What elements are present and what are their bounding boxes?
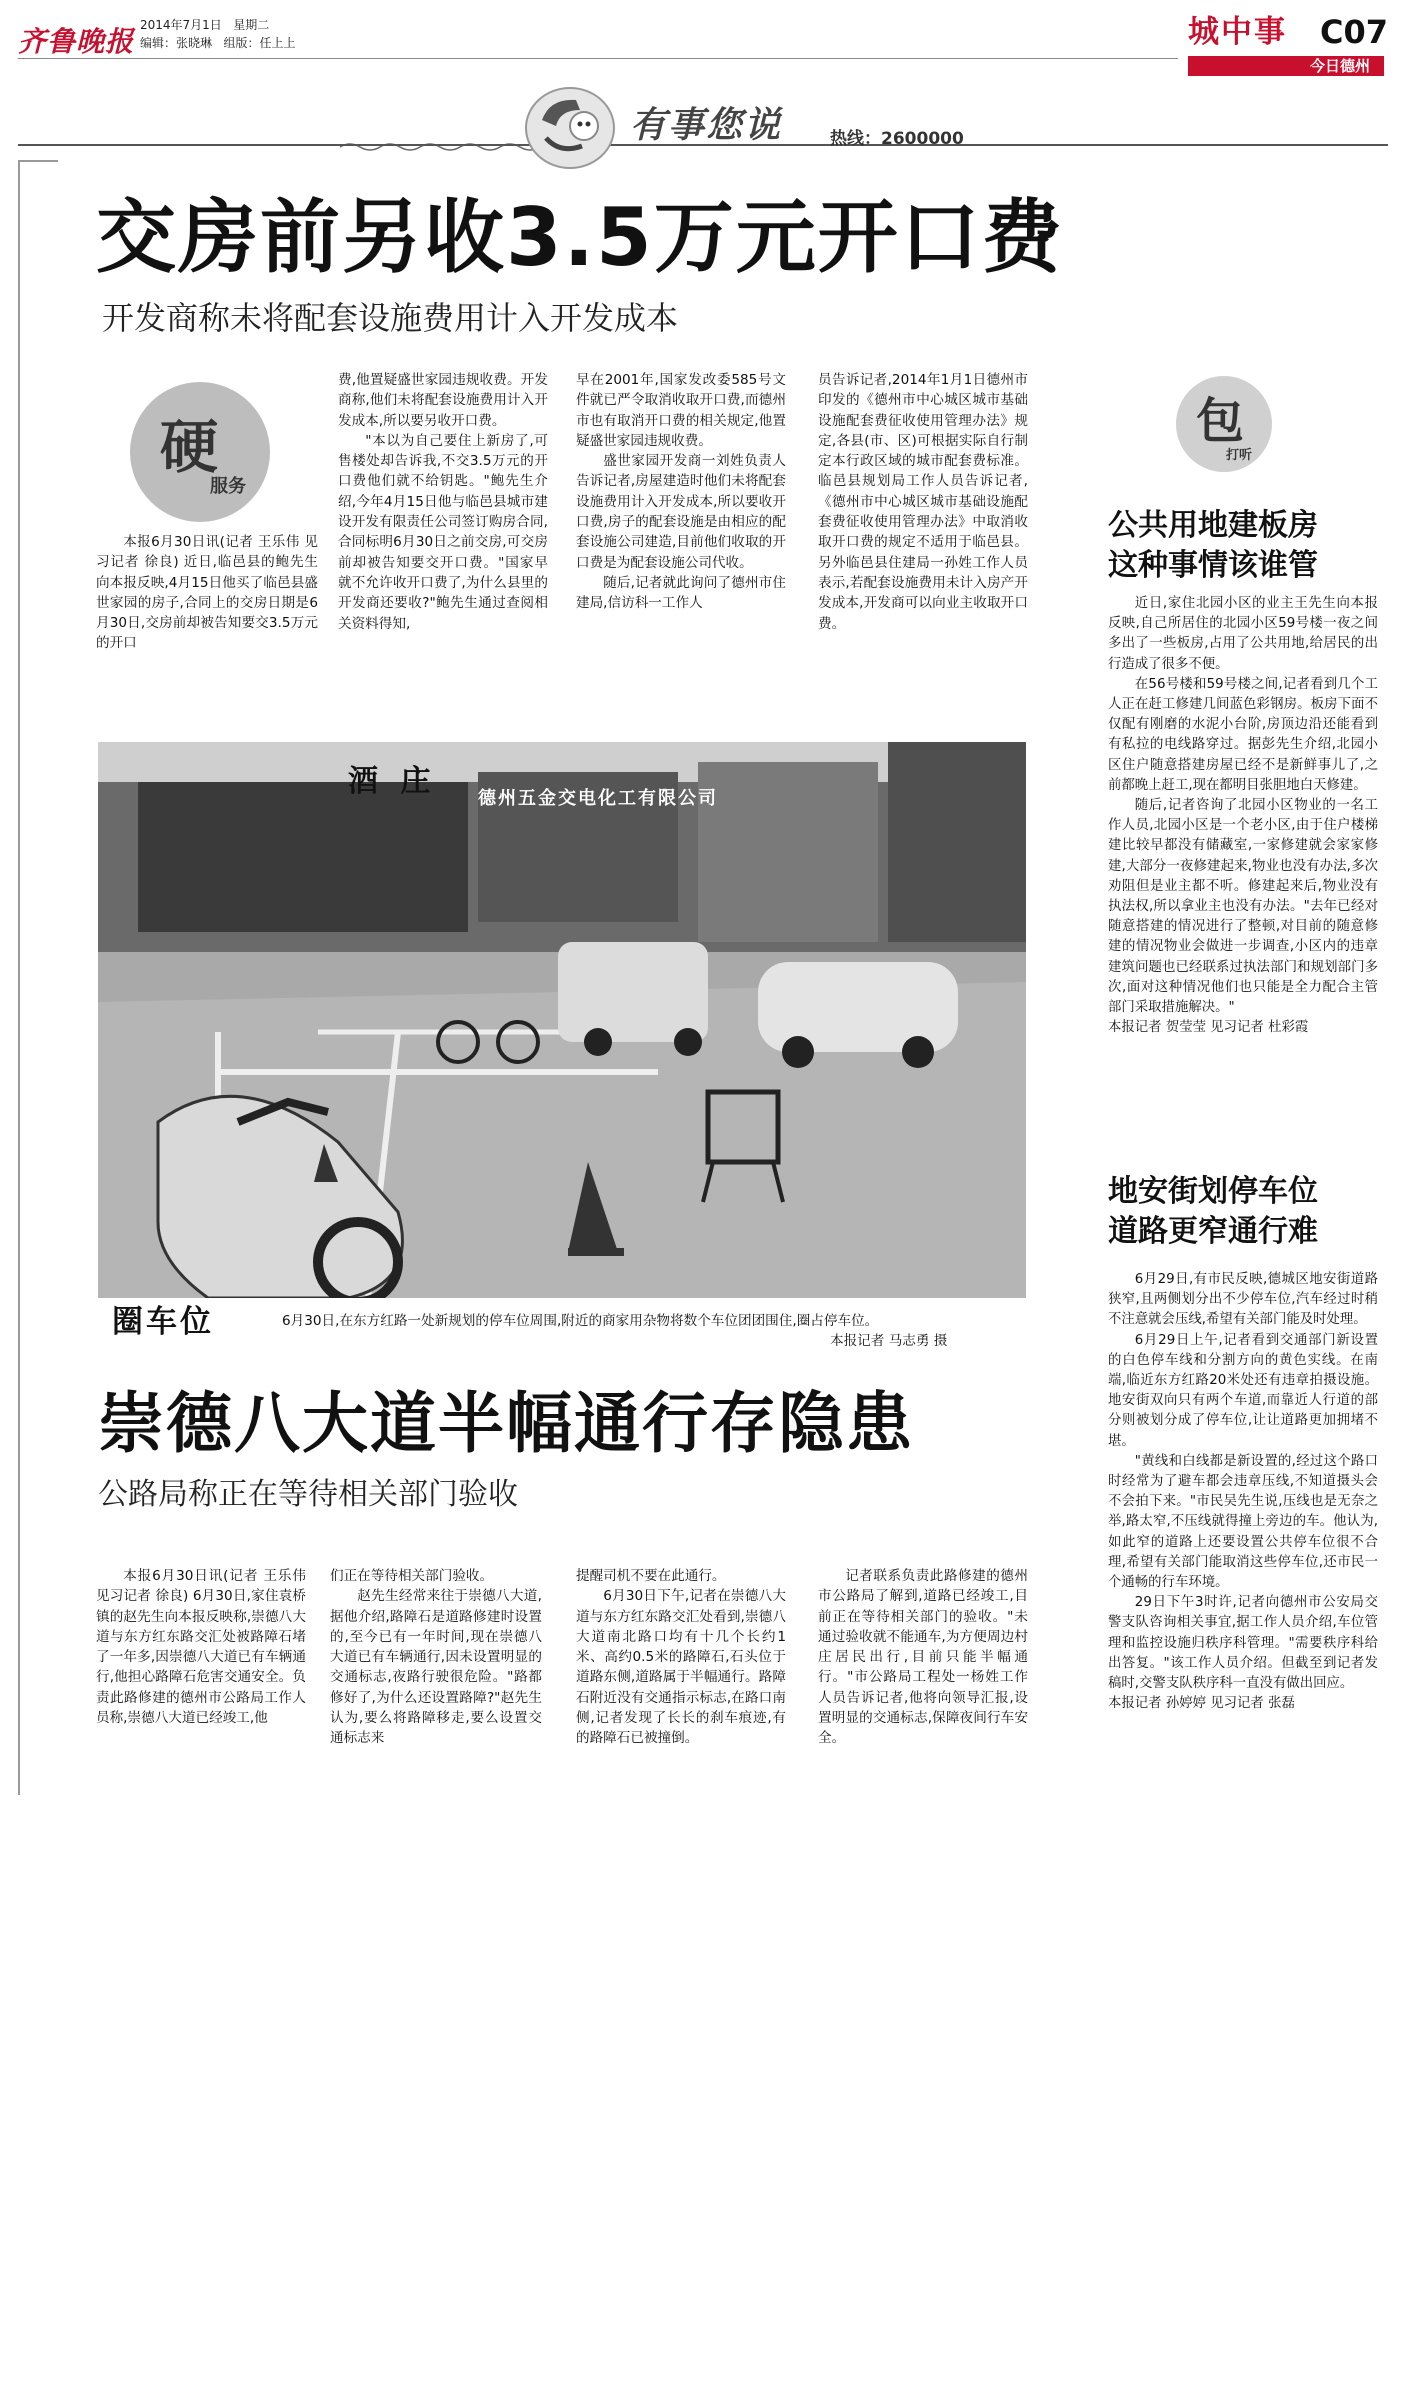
side2-title bbox=[1108, 1172, 1318, 1252]
issue-date: 2014年7月1日 星期二 bbox=[140, 18, 270, 32]
left-frame-rule bbox=[18, 160, 20, 1795]
hotline-number: 热线：2600000 bbox=[830, 129, 964, 149]
story1-badge bbox=[130, 382, 270, 522]
left-frame-corner bbox=[18, 160, 58, 162]
story1-column-2 bbox=[338, 370, 548, 634]
story1-col3-para-1: 早在2001年,国家发改委585号文件就已严令取消收取开口费,而德州市也有取消开口费的相关规定,他置疑盛世家园违规收费。 bbox=[576, 372, 786, 449]
side1-badge-main: 包 bbox=[1196, 393, 1245, 449]
story1-badge-sub: 服务 bbox=[210, 476, 246, 497]
story1-col4-para-1: 员告诉记者,2014年1月1日德州市印发的《德州市中心城区城市基础设施配套费征收使用管理办法》规定,各县(市、区)可根据实际自行制定本行政区域的城市配套费标准。临邑县规划局工作人员告诉记者,《德州市中心城区城市基础设施配套费征收使用管理办法》中取消收取开口费的规定不适用于临邑县。另外临邑县住建局一孙姓工作人员表示,若配套设施费用未计入房产开发成本,开发商可以向业主收取开口费。 bbox=[818, 372, 1028, 632]
side2-para-3: "黄线和白线都是新设置的,经过这个路口时经常为了避车都会违章压线,不知道摄头会不会拍下来。"市民吴先生说,压线也是无奈之举,路太窄,不压线就得撞上旁边的车。他认为,如此窄的道路上还要设置公共停车位很不合理,希望有关部门能取消这些停车位,还市民一个通畅的行车环境。 bbox=[1108, 1453, 1378, 1591]
side2-body bbox=[1108, 1270, 1378, 1714]
side1-body bbox=[1108, 594, 1378, 1038]
editor-credits: 编辑：张晓琳 组版：任上上 bbox=[140, 36, 296, 50]
side2-title-line1: 地安街划停车位 bbox=[1108, 1174, 1318, 1209]
story2-col2-para-1: 们正在等待相关部门验收。 bbox=[330, 1568, 494, 1584]
story1-col2-para-1: 费,他置疑盛世家园违规收费。开发商称,他们未将配套设施费用计入开发成本,所以要另收开口费。 bbox=[338, 372, 548, 429]
news-photo bbox=[98, 742, 1026, 1298]
story1-column-1 bbox=[96, 532, 318, 654]
phone-icon bbox=[520, 80, 620, 172]
side1-badge-sub: 打听 bbox=[1226, 448, 1253, 463]
page-number: C07 bbox=[1320, 13, 1389, 51]
side2-para-1: 6月29日,有市民反映,德城区地安街道路狭窄,且两侧划分出不少停车位,汽车经过时稍不注意就会压线,希望有关部门能及时处理。 bbox=[1108, 1272, 1378, 1328]
story2-column-1 bbox=[96, 1566, 306, 1728]
side1-para-1: 近日,家住北园小区的业主王先生向本报反映,自己所居住的北园小区59号楼一夜之间多出了一些板房,占用了公共用地,给居民的出行造成了很多不便。 bbox=[1108, 596, 1378, 672]
side1-para-3: 随后,记者咨询了北园小区物业的一名工作人员,北园小区是一个老小区,由于住户楼梯建比较早都没有储藏室,一家修建就会家家修建,大部分一夜修建起来,物业也没有办法,多次劝阻但是业主都不听。修建起来后,物业没有执法权,所以拿业主也没有办法。"去年已经对随意搭建的情况进行了整顿,对目前的随意修建的情况物业会做进一步调查,小区内的违章建筑问题也已经联系过执法部门和规划部门多次,面对这种情况他们也只能是全力配合主管部门采取措施解决。" bbox=[1108, 798, 1378, 1016]
story2-column-4 bbox=[818, 1566, 1028, 1749]
side2-para-2: 6月29日上午,记者看到交通部门新设置的白色停车线和分割方向的黄色实线。在南端,临近东方红路20米处还有违章拍摄设施。地安街双向只有两个车道,而靠近人行道的部分则被划分成了停车位,让让道路更加拥堵不堪。 bbox=[1108, 1332, 1378, 1449]
masthead-rule bbox=[18, 58, 1178, 59]
story1-col3-para-2: 盛世家园开发商一刘姓负责人告诉记者,房屋建造时他们未将配套设施费用计入开发成本,所以要收开口费,房子的配套设施是由相应的配套设施公司建造,目前他们收取的开口费是为配套设施公司代收。 bbox=[576, 453, 786, 571]
story2-col4-para-1: 记者联系负责此路修建的德州市公路局了解到,道路已经竣工,目前正在等待相关部门的验收。"未通过验收就不能通车,为方便周边村庄居民出行,目前只能半幅通行。"市公路局工程处一杨姓工作人员告诉记者,他将向领导汇报,设置明显的交通标志,保障夜间行车安全。 bbox=[818, 1568, 1028, 1747]
side1-title-line2: 这种事情该谁管 bbox=[1108, 548, 1318, 583]
story2-col1-para-1: 本报6月30日讯(记者 王乐伟 见习记者 徐良) 6月30日,家住袁桥镇的赵先生向本报反映称,崇德八大道与东方红东路交汇处被路障石堵了一年多,因崇德八大道已有车辆通行,他担心路障石危害交通安全。负责此路修建的德州市公路局工作人员称,崇德八大道已经竣工,他 bbox=[96, 1568, 306, 1727]
paper-logo bbox=[18, 20, 136, 56]
story1-headline: 交房前另收3.5万元开口费 bbox=[96, 191, 1064, 284]
story1-badge-main: 硬 bbox=[160, 413, 219, 481]
story2-col3-para-1: 提醒司机不要在此通行。 bbox=[576, 1568, 726, 1584]
photo-illustration bbox=[98, 742, 1026, 1298]
photo-caption: 6月30日,在东方红路一处新规划的停车位周围,附近的商家用杂物将数个车位团团围住,圈占停车位。 bbox=[282, 1313, 879, 1329]
story1-subheadline: 开发商称未将配套设施费用计入开发成本 bbox=[102, 299, 679, 337]
story1-col3-para-3: 随后,记者就此询问了德州市住建局,信访科一工作人 bbox=[576, 574, 786, 612]
photo-label: 圈车位 bbox=[112, 1304, 214, 1340]
photo-shop-sign-2: 酒 庄 bbox=[348, 764, 437, 799]
story1-col2-para-2: "本以为自己要住上新房了,可售楼处却告诉我,不交3.5万元的开口费他们就不给钥匙。"鲍先生介绍,今年4月15日他与临邑县城市建设开发有限责任公司签订购房合同,合同标明6月30日之前交房,可交房前却被告知要交开口费。"国家早就不允许收开口费了,为什么县里的开发商还要收?"鲍先生通过查阅相关资料得知, bbox=[338, 432, 548, 632]
story2-column-3 bbox=[576, 1566, 786, 1749]
story1-col1-para-1: 本报6月30日讯(记者 王乐伟 见习记者 徐良) 近日,临邑县的鲍先生向本报反映,4月15日他买了临邑县盛世家园的房子,合同上的交房日期是6月30日,交房前却被告知要交3.5万元的开口 bbox=[96, 534, 318, 652]
side2-title-line2: 道路更窄通行难 bbox=[1108, 1214, 1318, 1249]
side1-badge bbox=[1176, 376, 1272, 472]
story2-subheadline: 公路局称正在等待相关部门验收 bbox=[98, 1477, 518, 1512]
paper-name: 齐鲁晚报 bbox=[18, 25, 135, 58]
story2-headline: 崇德八大道半幅通行存隐患 bbox=[98, 1385, 914, 1462]
story2-column-2 bbox=[330, 1566, 542, 1749]
side2-para-4: 29日下午3时许,记者向德州市公安局交警支队咨询相关事宜,据工作人员介绍,车位管理和监控设施归秩序科管理。"需要秩序科给出答复。"该工作人员介绍。但截至到记者发稿时,交警支队秩序科一直没有做出回应。 bbox=[1108, 1595, 1378, 1692]
side1-title bbox=[1108, 506, 1318, 586]
story1-column-4 bbox=[818, 370, 1028, 634]
section-title: 城中事 bbox=[1188, 14, 1287, 50]
photo-credit: 本报记者 马志勇 摄 bbox=[830, 1333, 948, 1349]
story2-col3-para-2: 6月30日下午,记者在崇德八大道与东方红东路交汇处看到,崇德八大道南北路口均有十几个长约1米、高约0.5米的路障石,石头位于道路东侧,道路属于半幅通行。路障石附近没有交通指示标志,在路口南侧,记者发现了长长的刹车痕迹,有的路障石已被撞倒。 bbox=[576, 1588, 786, 1747]
hotline-banner-title: 有事您说 bbox=[630, 105, 783, 146]
side1-byline: 本报记者 贺莹莹 见习记者 杜彩霞 bbox=[1108, 1020, 1309, 1036]
side1-title-line1: 公共用地建板房 bbox=[1108, 508, 1318, 543]
side1-para-2: 在56号楼和59号楼之间,记者看到几个工人正在赶工修建几间蓝色彩钢房。板房下面不仅配有刚磨的水泥小台阶,房顶边沿还能看到有私拉的电线路穿过。据彭先生介绍,北园小区住户随意搭建房屋已经不是新鲜事儿了,之前都晚上赶工,现在都明目张胆地白天修建。 bbox=[1108, 676, 1378, 793]
edition-label: 今日德州 bbox=[1309, 57, 1370, 75]
side2-byline: 本报记者 孙婷婷 见习记者 张磊 bbox=[1108, 1696, 1295, 1712]
story1-column-3 bbox=[576, 370, 786, 614]
edition-bar bbox=[1188, 56, 1384, 76]
photo-shop-sign: 德州五金交电化工有限公司 bbox=[478, 788, 718, 809]
story2-col2-para-2: 赵先生经常来往于崇德八大道,据他介绍,路障石是道路修建时设置的,至今已有一年时间,现在崇德八大道已有车辆通行,因未设置明显的交通标志,夜路行驶很危险。"路都修好了,为什么还设置路障?"赵先生认为,要么将路障移走,要么设置交通标志来 bbox=[330, 1588, 542, 1747]
